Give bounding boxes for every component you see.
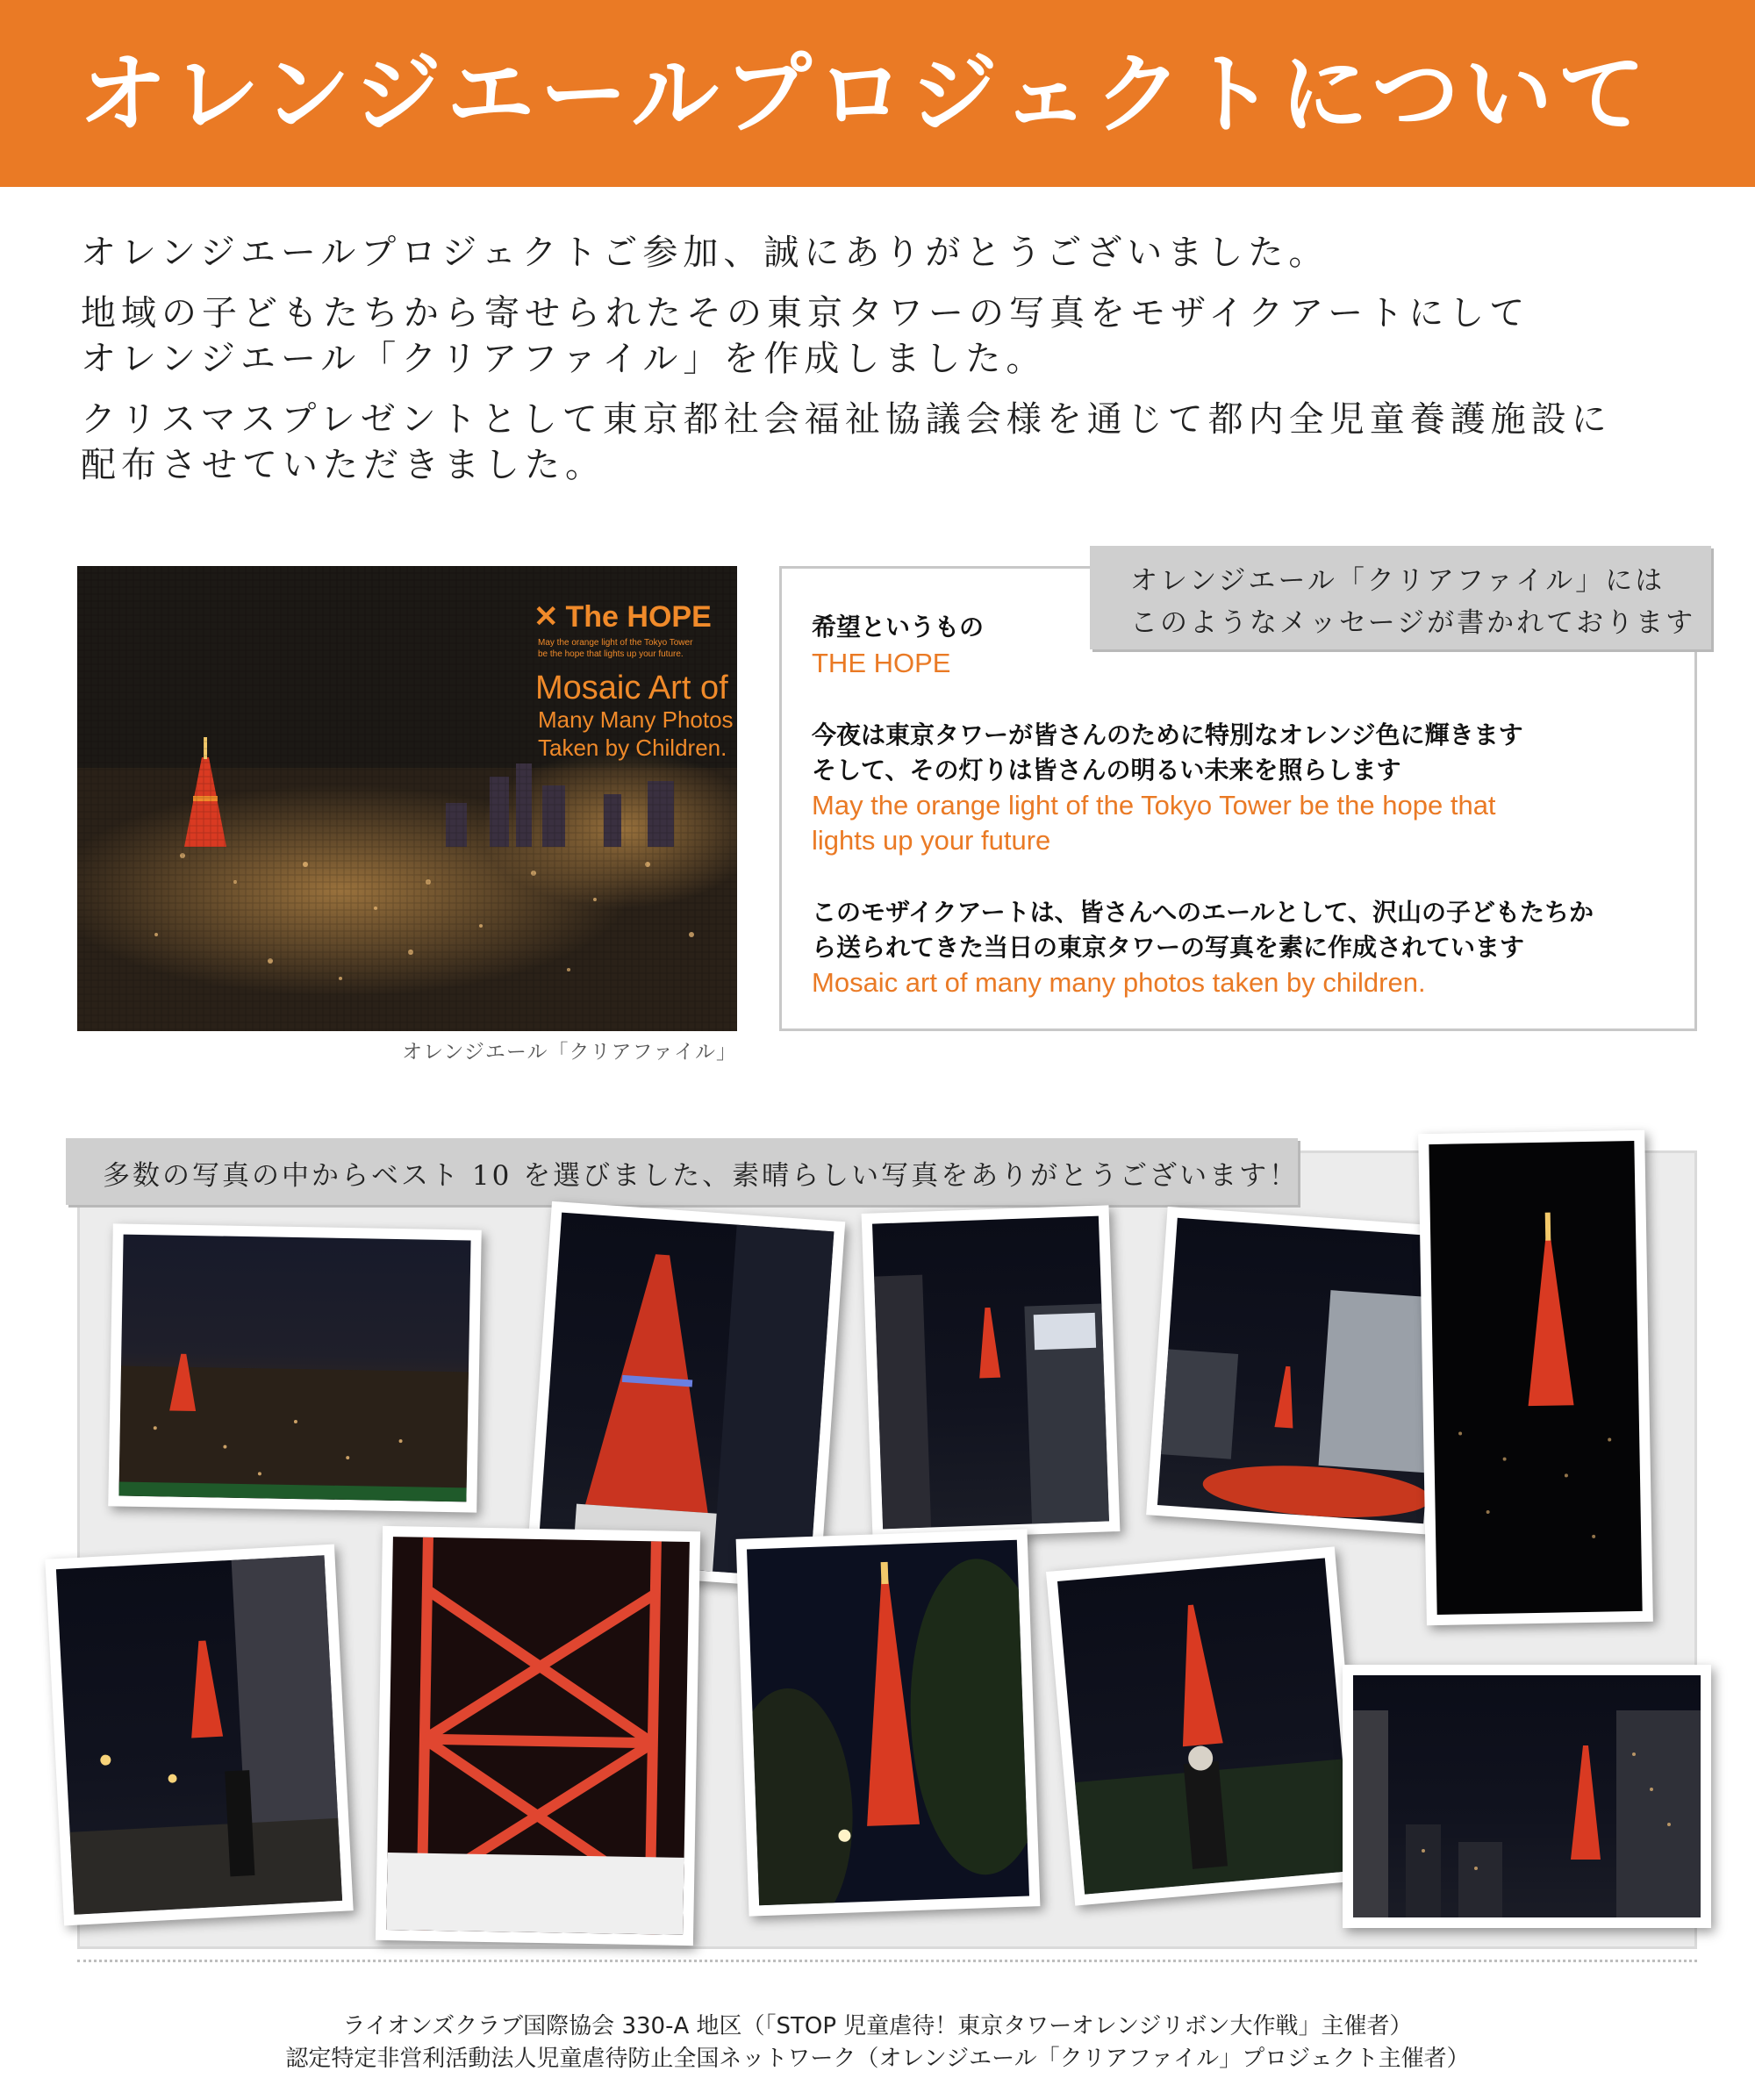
photo-1 [108, 1223, 482, 1512]
message-heading-en: THE HOPE [812, 648, 951, 678]
mosaic-big-line-1: Mosaic Art of [535, 670, 728, 706]
mosaic-hope-title: ✕ The HOPE [534, 600, 712, 634]
header-banner [0, 0, 1755, 187]
photo-10 [1343, 1665, 1711, 1928]
mosaic-cityscape [77, 566, 737, 1031]
photo-4-image [1157, 1218, 1443, 1523]
photo-3-image [872, 1216, 1109, 1530]
photo-10-image [1353, 1675, 1701, 1917]
message-tag-line-2: このようなメッセージが書かれております [1130, 607, 1696, 639]
footer-line-1: ライオンズクラブ国際協会 330-A 地区（「STOP 児童虐待！東京タワーオレンジリボン大作戦」主催者） [342, 2013, 1413, 2039]
gallery-tag [66, 1138, 1298, 1205]
message-p1-jp-line-2: そして、その灯りは皆さんの明るい未来を照らします [812, 756, 1401, 785]
footer-divider [77, 1960, 1697, 1962]
message-p2-jp-line-2: ら送られてきた当日の東京タワーの写真を素に作成されています [812, 933, 1525, 962]
photo-1-image [118, 1235, 470, 1502]
photo-8-image [747, 1540, 1029, 1906]
mosaic-small-line-1: May the orange light of the Tokyo Tower [538, 638, 693, 648]
mosaic-big-line-3: Taken by Children. [538, 735, 727, 761]
intro-paragraph-3-line-2: 配布させていただきました。 [81, 445, 605, 485]
photo-8 [736, 1529, 1041, 1916]
intro-text [81, 230, 1713, 503]
footer-line-2: 認定特定非営利活動法人児童虐待防止全国ネットワーク（オレンジエール「クリアファイル」プロジェクト主催者） [285, 2046, 1470, 2072]
photo-5 [1418, 1130, 1653, 1625]
photo-4 [1146, 1207, 1455, 1535]
message-p2-jp-line-1: このモザイクアートは、皆さんへのエールとして、沢山の子どもたちか [812, 898, 1594, 927]
mosaic-art-image [77, 566, 737, 1031]
message-p2-en: Mosaic art of many many photos taken by children. [812, 967, 1426, 998]
photo-5-image [1429, 1141, 1642, 1615]
photo-9-image [1057, 1558, 1352, 1894]
photo-3 [862, 1205, 1121, 1540]
message-heading-jp: 希望というもの [812, 613, 985, 641]
photo-6-image [56, 1555, 342, 1914]
mosaic-small-line-2: be the hope that lights up your future. [538, 649, 684, 659]
message-tag-line-1: オレンジエール「クリアファイル」には [1130, 565, 1665, 597]
intro-paragraph-2-line-1: 地域の子どもたちから寄せられたその東京タワーの写真をモザイクアートにして [81, 293, 1530, 333]
mosaic-caption: オレンジエール「クリアファイル」 [402, 1041, 737, 1064]
gallery-tag-text: 多数の写真の中からベスト 10 を選びました、素晴らしい写真をありがとうございます！ [103, 1160, 1300, 1192]
ribbon-icon: ✕ [534, 600, 559, 634]
photo-9 [1046, 1546, 1364, 1905]
message-p1-jp-line-1: 今夜は東京タワーが皆さんのために特別なオレンジ色に輝きます [812, 720, 1523, 749]
photo-2-image [538, 1213, 835, 1579]
intro-paragraph-2-line-2: オレンジエール「クリアファイル」を作成しました。 [81, 339, 1047, 379]
photo-6 [45, 1545, 353, 1926]
photo-7-image [386, 1537, 690, 1935]
page-title: オレンジエールプロジェクトについて [79, 43, 1651, 146]
intro-paragraph-1: オレンジエールプロジェクトご参加、誠にありがとうございました。 [81, 233, 1329, 273]
mosaic-big-line-2: Many Many Photos [538, 706, 734, 733]
photo-7 [376, 1526, 700, 1946]
message-p1-en-line-1: May the orange light of the Tokyo Tower be the hope that [812, 790, 1496, 821]
message-tag [1090, 546, 1711, 649]
intro-paragraph-3-line-1: クリスマスプレゼントとして東京都社会福祉協議会様を通じて都内全児童養護施設に [81, 399, 1612, 440]
message-p1-en-line-2: lights up your future [812, 825, 1051, 856]
